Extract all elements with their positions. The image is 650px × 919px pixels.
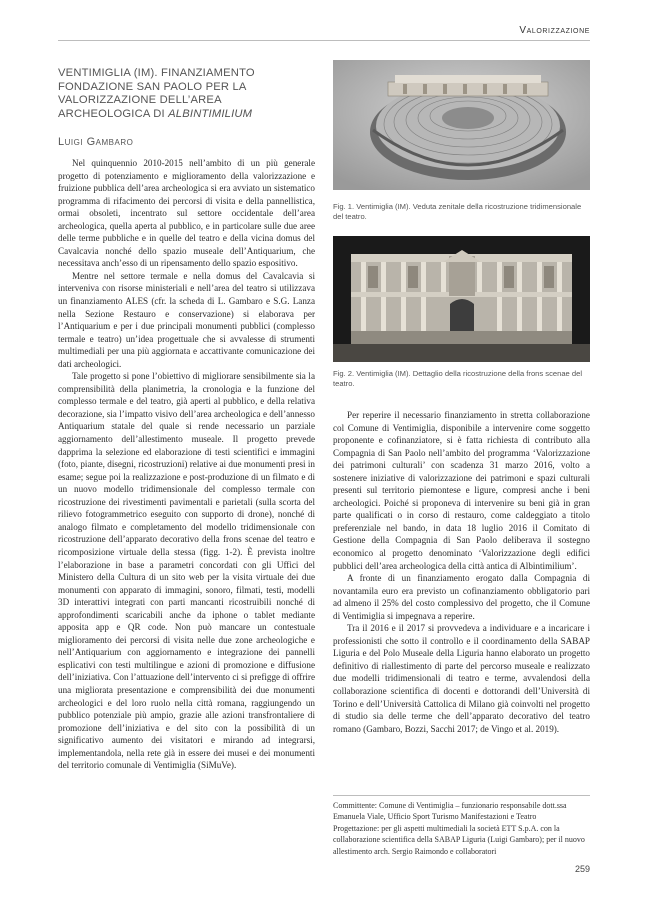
- figure-2-caption: Fig. 2. Ventimiglia (IM). Dettaglio della ricostruzione della frons scenae del teatro.: [333, 369, 583, 388]
- header-divider: [58, 40, 590, 41]
- left-text-column: [58, 157, 315, 772]
- paragraph: A fronte di un finanziamento erogato dalla Compagnia di novantamila euro era previsto un cofinanziamento obbligatorio pari ad almeno il 25% del costo complessivo del progetto, che il Comune di Ventimiglia si impegnava a reperire.: [333, 573, 590, 621]
- credits-divider: [333, 795, 590, 796]
- section-label: Valorizzazione: [519, 25, 590, 36]
- paragraph: Nel quinquennio 2010-2015 nell’ambito di un più generale progetto di potenziamento e miglioramento della valorizzazione e fruizione pubblica dell’area archeologica si era avviato un sistematico programma di rifacimento dei percorsi di visita e della pannellistica, ormai obsoleti, incentrato sul settore occidentale dell’area archeologica, quella aperta al pubblico, e in particolare sulle due aree delle terme pubbliche e in quelle del teatro e della vicina domus del Cavalcavia nonché dello spazio museale dell’Antiquarium, che necessitava anch’esso di un ripensamento dello spazio espositivo.: [58, 158, 315, 269]
- title-main: VENTIMIGLIA (IM). FINANZIAMENTO FONDAZIONE SAN PAOLO PER LA VALORIZZAZIONE DELL’AREA ARCHEOLOGICA DI: [58, 67, 255, 120]
- page-number: 259: [574, 864, 590, 874]
- paragraph: Mentre nel settore termale e nella domus del Cavalcavia si interveniva con risorse ministeriali e nell’area del teatro si utilizzava un finanziamento ALES (cfr. la scheda di L. Gambaro e S.G. Lanza nella Sezione Restauro e conservazione) si elaborava per l’Antiquarium e per i due principali monumenti pubblici (complesso termale e teatro) un’idea progettuale che si avvalesse di strumenti multimediali per una più aggiornata e accattivante comunicazione dei dati archeologici.: [58, 270, 315, 369]
- figure-1-theatre-model: [333, 60, 590, 190]
- credit-line: Progettazione: per gli aspetti multimediali la società ETT S.p.A. con la collaborazione scientifica della SABAP Liguria (Luigi Gambaro); per il nuovo allestimento arch. Sergio Raimondo e collaboratori: [333, 823, 585, 856]
- right-text-column: [333, 409, 590, 735]
- paragraph: Tale progetto si pone l’obiettivo di migliorare sensibilmente sia la comprensibilità della planimetria, la cronologia e la funzione del complesso termale e del teatro, già aperti al pubblico, e della relativa decorazione, sia l’impatto visivo dell’area archeologica e dell’annesso Antiquarium statale del quale si rende necessario un parziale aggiornamento dell’allestimento museale. Il progetto prevede dapprima la selezione ed elaborazione di testi scientifici e immagini (foto, piante, disegni, ricostruzioni) relative ai due monumenti presi in esame; segue poi la realizzazione e post-produzione di un filmato e di un nuovo modello tridimensionale del complesso termale con ricostruzione dei rivestimenti pavimentali e parietali (sulla scorta del rilievo fotogrammetrico eseguito con supporto di drone), nonché di analogo filmato e completamento del modello tridimensionale con ricostruzione dell’apparato decorativo della frons scenae del teatro e ricomposizione virtuale della stessa (figg. 1-2). È prevista inoltre l’elaborazione in base a parametri concordati con gli Uffici del Ministero della Cultura di un sito web per la visita virtuale dei due monumenti con apparato di immagini, sonoro, filmati, testi, modelli 3D interattivi integrati con parti mancanti ricostruibili nonché di approfondimenti scaricabili anche da iphone o tablet mediante apposita app e QR code. Non può mancare un contestuale miglioramento dei percorsi di visita nelle due zone archeologiche e nell’Antiquarium con aggiornamento e integrazione dei pannelli esplicativi con testi multilingue e azioni di promozione e diffusione dell’iniziativa. Con l’attuazione dell’intervento ci si prefigge di offrire una migliorata presentazione e comprensibilità dei due monumenti archeologici e del loro ruolo nella città romana, raggiungendo un pubblico potenziale più ampio, grazie alle azioni transfrontaliere di promozione dell’iniziativa e del sito con la possibilità di un significativo aumento dei visitatori e mirando ad integrarsi, implementandola, nella rete già in essere dei musei e dei monumenti del territorio comunale di Ventimiglia (SiMuVe).: [58, 371, 315, 771]
- paragraph: Tra il 2016 e il 2017 si provvedeva a individuare e a incaricare i professionisti che sotto il controllo e il coordinamento della SABAP Liguria e del Polo Museale della Liguria hanno elaborato un progetto definitivo di riallestimento di parte del percorso museale e realizzato due modelli tridimensionali di teatro e terme, avvalendosi della collaborazione scientifica di docenti e dottorandi dell’Università di Torino e dell’Università Cattolica di Milano già coinvolti nel progetto di studio sia delle terme che dell’apparato decorativo del teatro romano (Gambaro, Bozzi, Sacchi 2017; de Vingo et al. 2019).: [333, 623, 590, 734]
- figure-1-caption: Fig. 1. Ventimiglia (IM). Veduta zenitale della ricostruzione tridimensionale del teatro.: [333, 202, 582, 221]
- paragraph: Per reperire il necessario finanziamento in stretta collaborazione col Comune di Ventimiglia, disponibile a intervenire come soggetto proponente e cofinanziatore, si è fatta richiesta di contributo alla Compagnia di San Paolo nell’ambito del programma ‘Valorizzazione dei patrimoni culturali’ con scadenza 31 marzo 2016, volto a sostenere iniziative di valorizzazione dei patrimoni e spazi culturali presenti sul territorio piemontese e ligure, compresi anche i beni archeologici. Poiché si proponeva di intervenire su beni già in gran parte qualificati o in corso di restauro, come caldeggiato a titolo preferenziale nel bando, in data 18 luglio 2016 il Comitato di Gestione della Compagnia di San Paolo deliberava il sostegno economico al progetto denominato ‘Valorizzazione degli edifici pubblici dell’area archeologica della città antica di Albintimilium’.: [333, 410, 590, 571]
- title-italic: ALBINTIMILIUM: [168, 107, 253, 120]
- figure-2-frons-scenae: [333, 236, 590, 362]
- project-credits: [333, 800, 590, 857]
- article-title: [58, 67, 308, 121]
- credit-line: Committente: Comune di Ventimiglia – funzionario responsabile dott.ssa Emanuela Viale, Ufficio Sport Turismo Manifestazioni e Teatro: [333, 801, 567, 822]
- article-author: Luigi Gambaro: [58, 136, 134, 148]
